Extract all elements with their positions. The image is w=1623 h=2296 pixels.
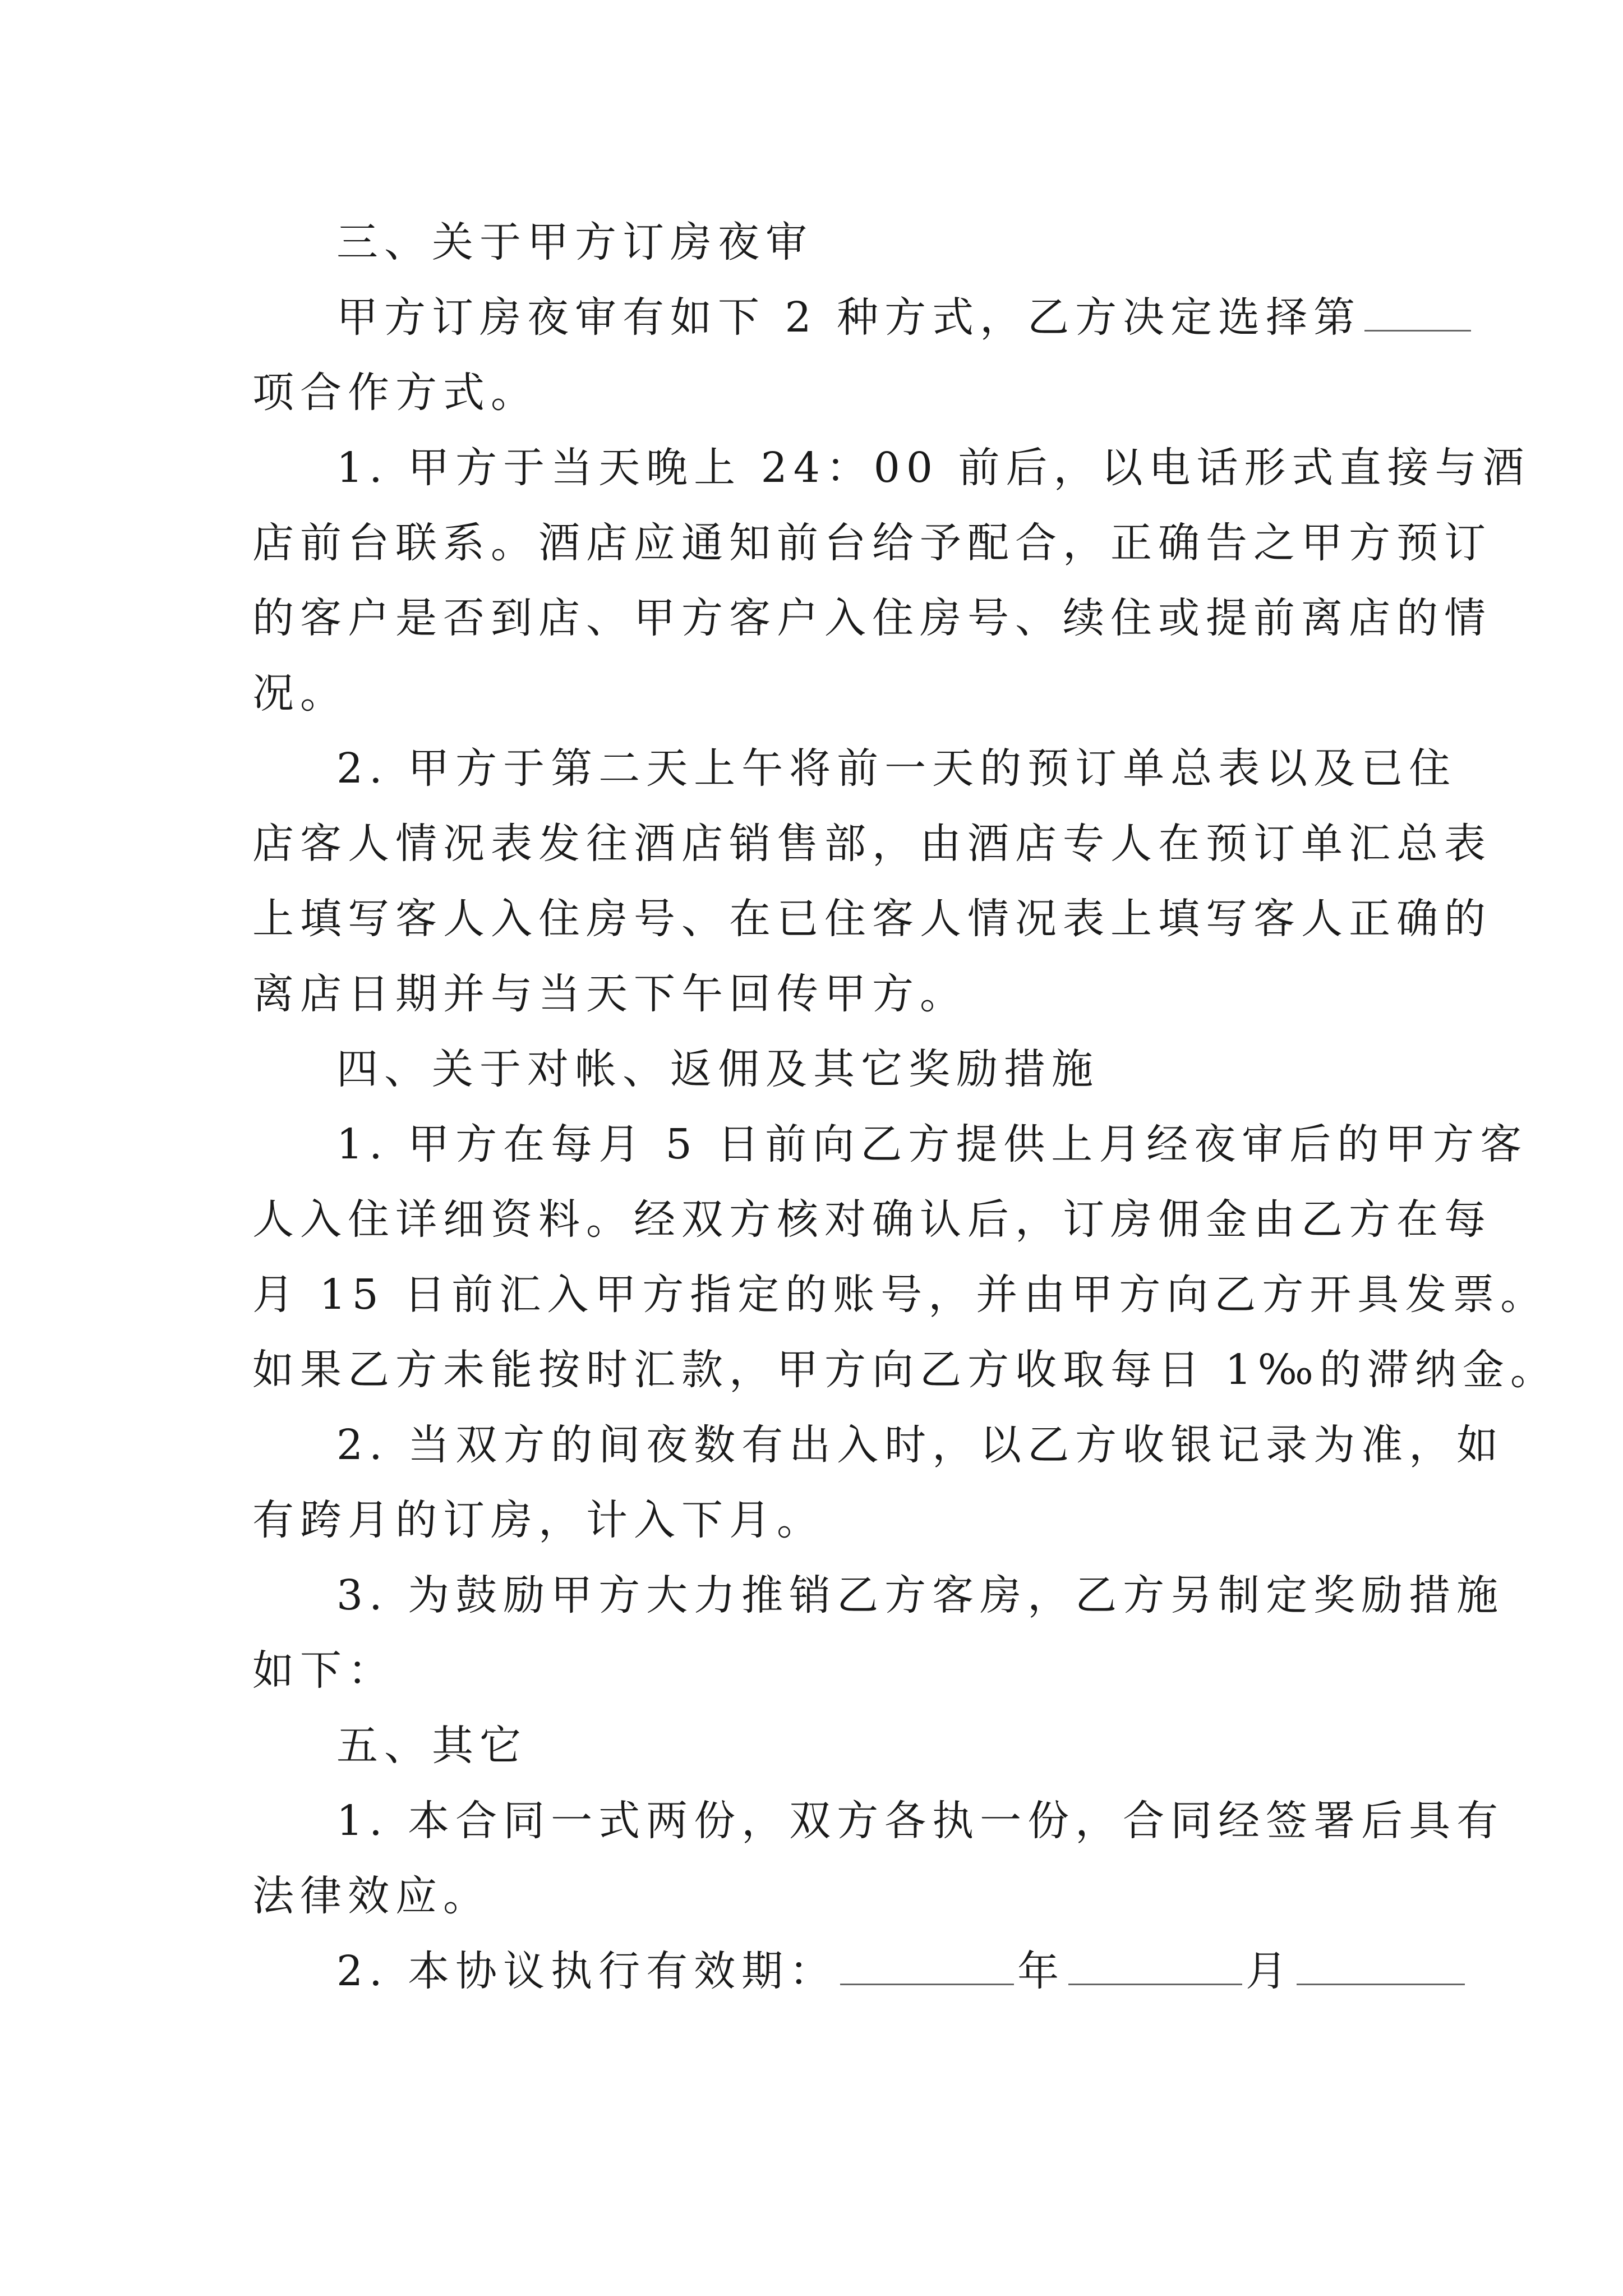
section-heading-night-audit: 三、关于甲方订房夜审 [336, 218, 813, 266]
paragraph-line: 1. 甲方在每月 5 日前向乙方提供上月经夜审后的甲方客 [336, 1120, 1528, 1168]
month-label: 月 [1246, 1947, 1294, 1995]
choice-blank[interactable] [1364, 287, 1471, 332]
paragraph-line: 店前台联系。酒店应通知前台给予配合，正确告之甲方预订 [252, 519, 1492, 567]
paragraph-line: 2. 当双方的间夜数有出入时，以乙方收银记录为准，如 [336, 1421, 1505, 1469]
paragraph-line: 的客户是否到店、甲方客户入住房号、续住或提前离店的情 [252, 594, 1492, 642]
paragraph-line: 法律效应。 [252, 1872, 491, 1920]
year-label: 年 [1017, 1947, 1066, 1995]
paragraph-line: 人入住详细资料。经双方核对确认后，订房佣金由乙方在每 [252, 1195, 1492, 1244]
validity-day-blank[interactable] [1297, 1941, 1465, 1985]
paragraph-line: 上填写客人入住房号、在已住客人情况表上填写客人正确的 [252, 895, 1492, 943]
section-heading-commission: 四、关于对帐、返佣及其它奖励措施 [336, 1045, 1099, 1093]
paragraph-line: 况。 [252, 669, 348, 717]
paragraph-line: 如下： [252, 1646, 395, 1695]
paragraph-line: 甲方订房夜审有如下 2 种方式，乙方决定选择第 [336, 284, 1391, 351]
section-heading-other: 五、其它 [336, 1722, 527, 1770]
paragraph-line: 项合作方式。 [252, 369, 538, 417]
paragraph-line: 1. 甲方于当天晚上 24：00 前后，以电话形式直接与酒 [336, 444, 1530, 492]
validity-period-line: 2. 本协议执行有效期： 年 月 [336, 1938, 1391, 2005]
paragraph-line: 店客人情况表发往酒店销售部，由酒店专人在预订单汇总表 [252, 820, 1492, 868]
paragraph-line: 离店日期并与当天下午回传甲方。 [252, 970, 967, 1018]
paragraph-line: 1. 本合同一式两份，双方各执一份，合同经签署后具有 [336, 1797, 1505, 1845]
validity-year-blank[interactable] [840, 1941, 1014, 1985]
validity-month-blank[interactable] [1068, 1941, 1242, 1985]
paragraph-line: 月 15 日前汇入甲方指定的账号，并由甲方向乙方开具发票。 [252, 1271, 1548, 1319]
paragraph-line: 3. 为鼓励甲方大力推销乙方客房，乙方另制定奖励措施 [336, 1571, 1505, 1619]
paragraph-line: 2. 甲方于第二天上午将前一天的预订单总表以及已住 [336, 744, 1457, 793]
paragraph-line: 如果乙方未能按时汇款，甲方向乙方收取每日 1‰的滞纳金。 [252, 1346, 1558, 1394]
paragraph-line: 有跨月的订房，计入下月。 [252, 1496, 824, 1544]
